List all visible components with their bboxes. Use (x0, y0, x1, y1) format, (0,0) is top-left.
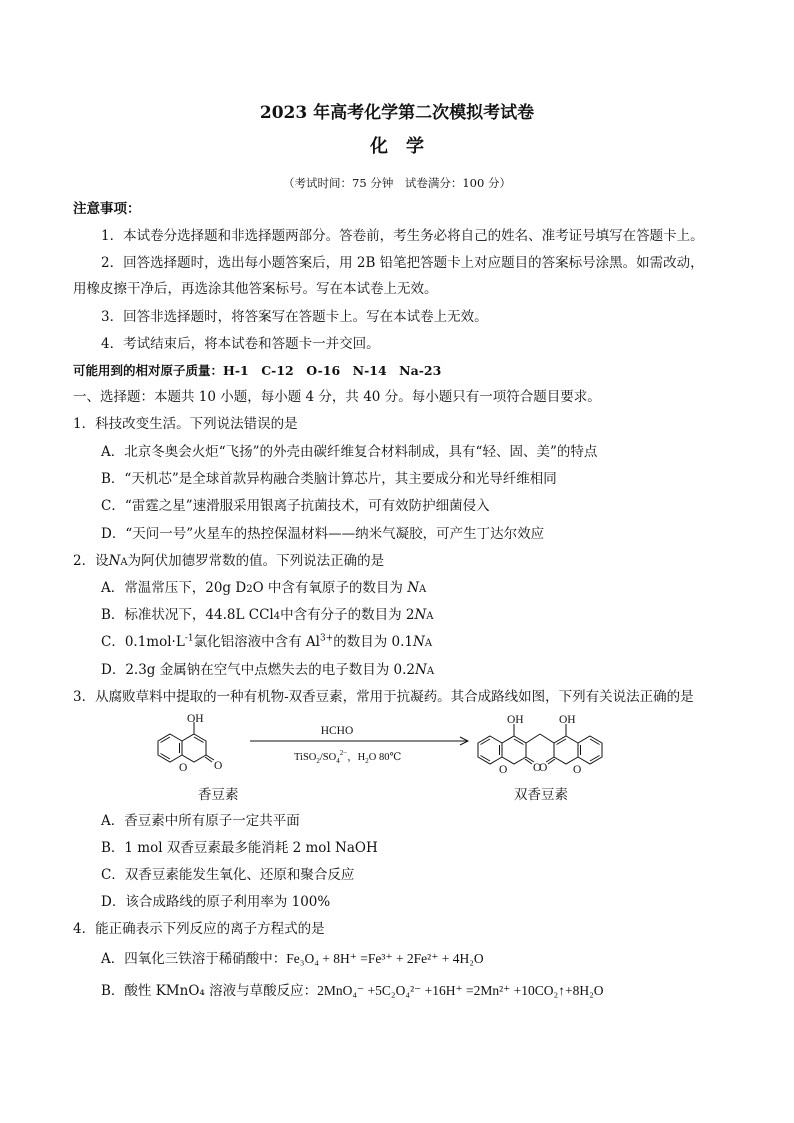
q2-option-b: B．标准状况下，44.8L CCl4中含有分子的数目为 2NA (101, 607, 434, 623)
exam-info: （考试时间：75 分钟 试卷满分：100 分） (283, 176, 511, 190)
exam-title: 2023 年高考化学第二次模拟考试卷 (259, 103, 535, 123)
atomic-masses-label: 可能用到的相对原子质量： (73, 363, 224, 378)
dicoumarol-oh-left: OH (507, 714, 524, 726)
reagent-top: HCHO (320, 725, 354, 737)
coumarin-structure (158, 722, 214, 762)
q3-option-d: D．该合成路线的原子利用率为 100% (101, 894, 331, 910)
coumarin-ring-o: O (179, 762, 188, 774)
atomic-masses (73, 362, 441, 380)
q2-option-d: D．2.3g 金属钠在空气中点燃失去的电子数目为 0.2NA (101, 662, 435, 678)
q4-option-a: A．四氧化三铁溶于稀硝酸中：Fe₃O₄ + 8H⁺ =Fe³⁺ + 2Fe²⁺ + 4H₂O (101, 951, 484, 967)
dicoumarol-structure (478, 724, 602, 764)
dicoumarol-ring-o-right: O (573, 764, 582, 776)
dicoumarol-ring-o-left: O (499, 764, 508, 776)
q4-stem: 4．能正确表示下列反应的离子方程式的是 (73, 921, 325, 937)
coumarin-oh: OH (187, 713, 204, 725)
label-coumarin: 香豆素 (198, 787, 239, 802)
q3-option-b: B．1 mol 双香豆素最多能消耗 2 mol NaOH (101, 840, 378, 856)
q2-option-a: A．常温常压下，20g D2O 中含有氧原子的数目为 NA (101, 580, 427, 596)
q1-option-b: B．“天机芯”是全球首款异构融合类脑计算芯片，其主要成分和光导纤维相同 (101, 471, 557, 487)
q1-option-d: D．“天问一号”火星车的热控保温材料——纳米气凝胶，可产生丁达尔效应 (101, 526, 545, 542)
label-dicoumarol: 双香豆素 (514, 787, 568, 802)
atomic-masses-values: H-1 C-12 O-16 N-14 Na-23 (223, 363, 442, 378)
q1-stem: 1．科技改变生活。下列说法错误的是 (73, 416, 298, 432)
dicoumarol-carbonyl-o-right: O (539, 762, 548, 774)
notice-item-2: 2．回答选择题时，选出每小题答案后，用 2B 铅笔把答题卡上对应题目的答案标号涂黑。如需改动， (101, 255, 704, 271)
notice-heading: 注意事项： (73, 201, 141, 217)
q1-option-c: C．“雷霆之星”速滑服采用银离子抗菌技术，可有效防护细菌侵入 (101, 498, 490, 514)
q2-stem: 2．设NA为阿伏加德罗常数的值。下列说法正确的是 (73, 553, 385, 569)
dicoumarol-carbonyl-o-left: O (533, 762, 542, 774)
reaction-scheme (150, 712, 650, 807)
reagent-bottom: $TiSO_2/SO_4^{2-}$，$H_2O$ 80℃ (294, 749, 402, 765)
notice-item-4: 4．考试结束后，将本试卷和答题卡一并交回。 (101, 336, 380, 352)
notice-item-1: 1．本试卷分选择题和非选择题两部分。答卷前，考生务必将自己的姓名、准考证号填写在答题卡上。 (101, 228, 704, 244)
q3-stem: 3．从腐败草料中提取的一种有机物-双香豆素，常用于抗凝药。其合成路线如图，下列有关说法正确的是 (73, 689, 694, 705)
q4-option-b: B．酸性 KMnO₄ 溶液与草酸反应：2MnO₄⁻ +5C₂O₄²⁻ +16H⁺ =2Mn²⁺ +10CO₂↑+8H₂O (101, 983, 604, 999)
q2-option-c: C．$0.1mol\cdot L^{-1}$氯化铝溶液中含有 $Al^{3+}$的数目为 0.1NA (101, 633, 433, 650)
dicoumarol-oh-right: OH (559, 714, 576, 726)
q3-option-a: A．香豆素中所有原子一定共平面 (101, 813, 300, 829)
subject-title: 化 学 (370, 136, 424, 157)
coumarin-carbonyl-o: O (214, 760, 223, 772)
q3-option-c: C．双香豆素能发生氧化、还原和聚合反应 (101, 867, 355, 883)
notice-item-2-cont: 用橡皮擦干净后，再选涂其他答案标号。写在本试卷上无效。 (73, 281, 438, 297)
section-heading: 一、选择题：本题共 10 小题，每小题 4 分，共 40 分。每小题只有一项符合题目要求。 (73, 389, 601, 405)
q1-option-a: A．北京冬奥会火炬“飞扬”的外壳由碳纤维复合材料制成，具有“轻、固、美”的特点 (101, 444, 598, 460)
notice-item-3: 3．回答非选择题时，将答案写在答题卡上。写在本试卷上无效。 (101, 309, 488, 325)
